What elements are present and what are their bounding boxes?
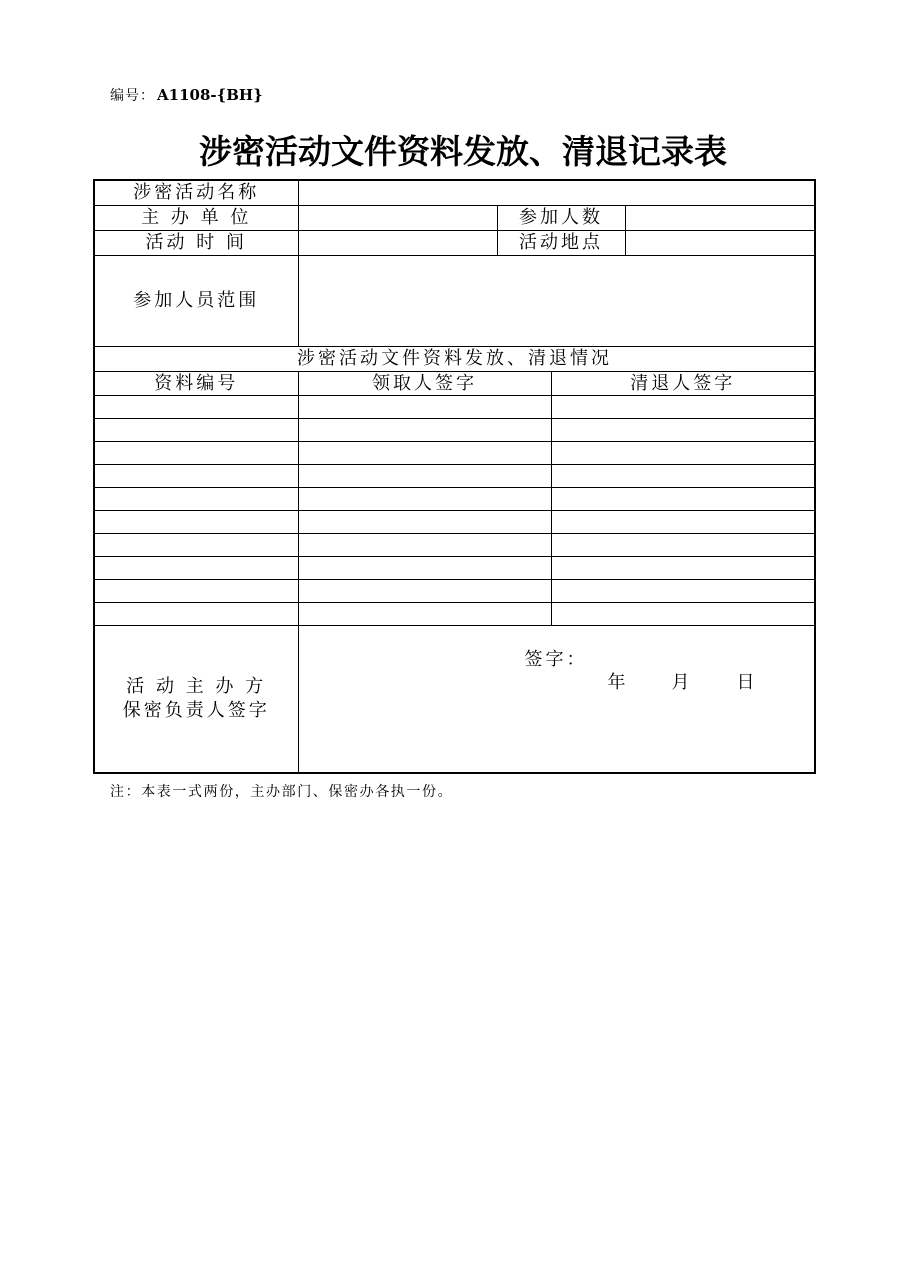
form-number bbox=[110, 86, 263, 104]
doc-no-cell bbox=[94, 580, 298, 603]
signoff-row bbox=[94, 626, 815, 774]
receiver-sign-cell bbox=[298, 419, 551, 442]
doc-no-cell bbox=[94, 511, 298, 534]
table-row bbox=[94, 442, 815, 465]
signoff-label bbox=[123, 675, 270, 723]
page-title: 涉密活动文件资料发放、清退记录表 bbox=[199, 132, 727, 171]
footnote: 注：本表一式两份，主办部门、保密办各执一份。 bbox=[110, 784, 454, 800]
column-header-receiver-sign: 领取人签字 bbox=[298, 372, 551, 396]
table-row bbox=[94, 580, 815, 603]
table-row bbox=[94, 603, 815, 626]
organizer-value bbox=[298, 206, 497, 231]
participant-count-label: 参加人数 bbox=[497, 206, 625, 231]
return-sign-cell bbox=[551, 442, 815, 465]
return-sign-cell bbox=[551, 534, 815, 557]
receiver-sign-cell bbox=[298, 557, 551, 580]
signoff-label-line1: 活 动 主 办 方 bbox=[126, 676, 267, 697]
doc-no-cell bbox=[94, 488, 298, 511]
activity-name-label: 涉密活动名称 bbox=[94, 180, 298, 206]
return-sign-cell bbox=[551, 557, 815, 580]
signature-label: 签字： bbox=[524, 649, 588, 670]
table-row bbox=[94, 534, 815, 557]
activity-location-label: 活动地点 bbox=[497, 231, 625, 256]
activity-time-label: 活动 时 间 bbox=[94, 231, 298, 256]
participant-scope-label: 参加人员范围 bbox=[94, 256, 298, 347]
form-number-value: A1108-{BH} bbox=[157, 86, 263, 104]
signoff-area-cell bbox=[298, 626, 815, 774]
table-row bbox=[94, 557, 815, 580]
table-row bbox=[94, 511, 815, 534]
return-sign-cell bbox=[551, 488, 815, 511]
doc-no-cell bbox=[94, 603, 298, 626]
column-header-return-sign: 清退人签字 bbox=[551, 372, 815, 396]
table-row bbox=[94, 488, 815, 511]
table-row bbox=[94, 465, 815, 488]
organizer-row bbox=[94, 206, 815, 231]
receiver-sign-cell bbox=[298, 534, 551, 557]
participant-scope-value bbox=[298, 256, 815, 347]
doc-no-cell bbox=[94, 442, 298, 465]
doc-no-cell bbox=[94, 534, 298, 557]
form-number-label: 编号： bbox=[110, 88, 155, 104]
section-header: 涉密活动文件资料发放、清退情况 bbox=[94, 347, 815, 372]
receiver-sign-cell bbox=[298, 442, 551, 465]
column-header-row bbox=[94, 372, 815, 396]
table-row bbox=[94, 396, 815, 419]
signoff-label-line2: 保密负责人签字 bbox=[122, 700, 270, 721]
receiver-sign-cell bbox=[298, 580, 551, 603]
record-table bbox=[93, 179, 816, 774]
table-row bbox=[94, 419, 815, 442]
receiver-sign-cell bbox=[298, 511, 551, 534]
date-year-label: 年 bbox=[607, 672, 629, 693]
signoff-label-cell bbox=[94, 626, 298, 774]
receiver-sign-cell bbox=[298, 465, 551, 488]
activity-location-value bbox=[625, 231, 815, 256]
activity-time-row bbox=[94, 231, 815, 256]
section-header-row bbox=[94, 347, 815, 372]
doc-no-cell bbox=[94, 557, 298, 580]
participant-count-value bbox=[625, 206, 815, 231]
doc-no-cell bbox=[94, 396, 298, 419]
column-header-doc-no: 资料编号 bbox=[94, 372, 298, 396]
signature-area bbox=[299, 626, 815, 772]
doc-no-cell bbox=[94, 465, 298, 488]
receiver-sign-cell bbox=[298, 488, 551, 511]
activity-time-value bbox=[298, 231, 497, 256]
return-sign-cell bbox=[551, 603, 815, 626]
doc-no-cell bbox=[94, 419, 298, 442]
return-sign-cell bbox=[551, 396, 815, 419]
return-sign-cell bbox=[551, 419, 815, 442]
participant-scope-row bbox=[94, 256, 815, 347]
activity-name-value bbox=[298, 180, 815, 206]
return-sign-cell bbox=[551, 465, 815, 488]
return-sign-cell bbox=[551, 511, 815, 534]
date-month-label: 月 bbox=[671, 672, 693, 693]
date-day-label: 日 bbox=[736, 672, 758, 693]
organizer-label: 主 办 单 位 bbox=[94, 206, 298, 231]
receiver-sign-cell bbox=[298, 603, 551, 626]
receiver-sign-cell bbox=[298, 396, 551, 419]
return-sign-cell bbox=[551, 580, 815, 603]
activity-name-row bbox=[94, 180, 815, 206]
